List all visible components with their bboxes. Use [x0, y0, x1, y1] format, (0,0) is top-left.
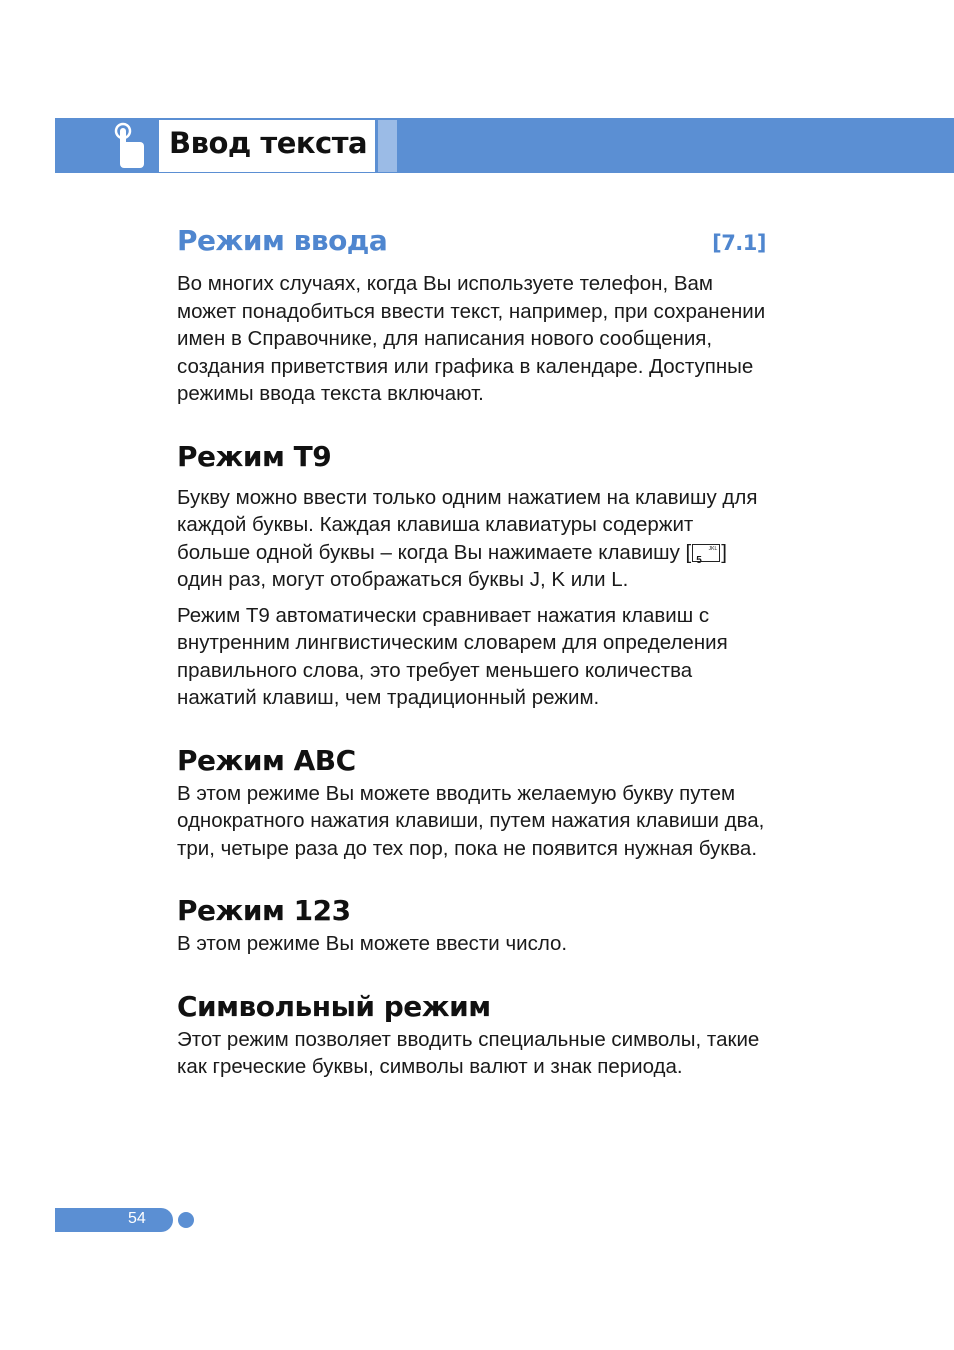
- section-heading-input-mode: [177, 222, 772, 262]
- section-heading-symbol: [177, 988, 772, 1026]
- section-title: Режим ввода: [177, 224, 388, 257]
- paragraph-123: В этом режиме Вы можете ввести число.: [177, 932, 568, 955]
- paragraph-t9-2: Режим T9 автоматически сравнивает нажатия клавиш с внутренним лингвистическим словарем для определения правильного слова, это требует меньшего количества нажатий клавиш, чем традиционный режим.: [177, 603, 728, 709]
- page-number-pill: [55, 1208, 173, 1232]
- paragraph-abc: В этом режиме Вы можете вводить желаемую букву путем однократного нажатия клавиши, путем нажатия клавиши два, три, четыре раза до тех пор, пока не появится нужная буква.: [177, 781, 765, 860]
- paragraph-symbol: Этот режим позволяет вводить специальные символы, такие как греческие буквы, символы валют и знак периода.: [177, 1027, 760, 1078]
- section-title: Режим ABC: [177, 743, 356, 777]
- page-title: Ввод текста: [169, 126, 368, 160]
- paragraph-intro: Во многих случаях, когда Вы используете телефон, Вам может понадобиться ввести текст, например, при сохранении имен в Справочнике, для написания нового сообщения, создания приветствия или графика в календаре. Доступные режимы ввода текста включают.: [177, 272, 766, 405]
- section-heading-abc: [177, 742, 772, 780]
- section-title: Режим T9: [177, 439, 332, 473]
- section-heading-t9: [177, 438, 772, 476]
- section-title: Режим 123: [177, 894, 351, 927]
- key-letters: JKL: [708, 545, 718, 552]
- text-segment: ] один раз, могут отображаться буквы J, K или L.: [177, 540, 727, 591]
- key-number: 5: [696, 554, 702, 566]
- header-tab-decoration: [378, 120, 397, 172]
- section-heading-123: [177, 892, 772, 930]
- page-dot-decoration: [178, 1212, 194, 1228]
- page-number: 54: [128, 1210, 146, 1227]
- section-title: Символьный режим: [177, 989, 491, 1023]
- text-segment: Букву можно ввести только одним нажатием на клавишу для каждой буквы. Каждая клавиша клавиатуры содержит больше одной буквы – когда Вы нажимаете клавишу [: [177, 485, 758, 564]
- finger-pointing-icon: [108, 120, 146, 170]
- paragraph-t9-1: [177, 484, 772, 594]
- section-reference: [7.1]: [712, 231, 766, 255]
- content: [177, 222, 772, 1081]
- key-5-icon: [692, 544, 720, 566]
